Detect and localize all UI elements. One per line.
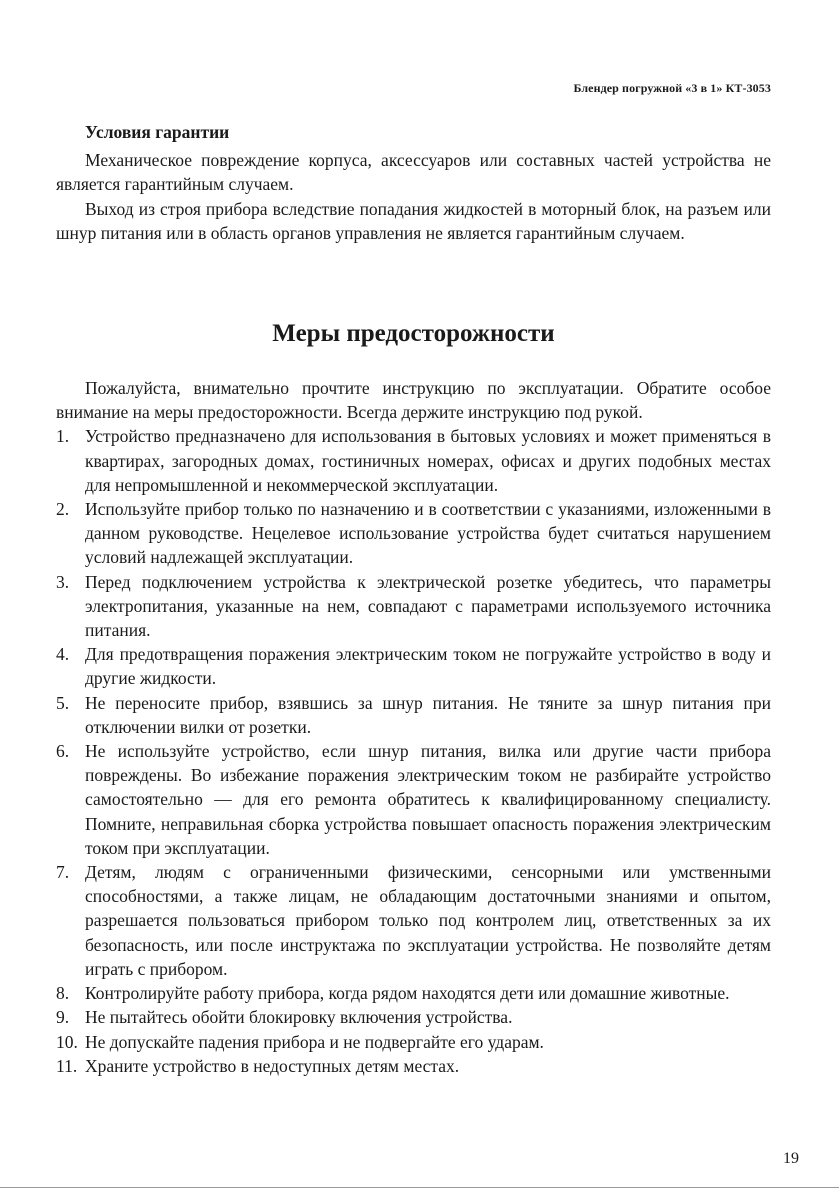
precautions-intro: Пожалуйста, внимательно прочтите инструкцию по эксплуатации. Обратите особое внимание на меры предосторожности. Всегда держите инструкцию под рукой. [56, 378, 771, 423]
list-item [56, 691, 771, 739]
page-number: 19 [783, 1150, 799, 1167]
list-item-text: Устройство предназначено для использования в бытовых условиях и может применяться в квартирах, загородных домах, гостиничных номерах, офисах и других подобных местах для непромышленной и некоммерческой эксплуатации. [85, 426, 771, 495]
precautions-list [56, 424, 771, 1077]
list-item-number: 9. [56, 1007, 70, 1028]
list-item-text: Не переносите прибор, взявшись за шнур питания. Не тяните за шнур питания при отключении вилки от розетки. [85, 692, 771, 737]
list-item [56, 1054, 771, 1078]
list-item-number: 10. [56, 1031, 78, 1052]
page-content [56, 120, 771, 1078]
list-item [56, 739, 771, 860]
list-item-number: 7. [56, 862, 70, 883]
list-item-text: Используйте прибор только по назначению и в соответствии с указаниями, изложенными в данном руководстве. Нецелевое использование устройства будет считаться нарушением условий надлежащей эксплуатации. [85, 499, 771, 568]
precautions-heading: Меры предосторожности [272, 320, 555, 348]
list-item [56, 981, 771, 1005]
list-item-text: Не пытайтесь обойти блокировку включения устройства. [85, 1007, 513, 1028]
warranty-paragraph: Выход из строя прибора вследствие попадания жидкостей в моторный блок, на разъем или шнур питания или в область органов управления не является гарантийным случаем. [56, 198, 771, 243]
list-item [56, 497, 771, 570]
warranty-heading: Условия гарантии [85, 122, 230, 142]
list-item-number: 2. [56, 499, 70, 520]
list-item [56, 570, 771, 643]
bottom-divider [0, 1187, 839, 1188]
list-item-number: 3. [56, 571, 70, 592]
list-item [56, 424, 771, 497]
list-item [56, 860, 771, 981]
list-item-text: Перед подключением устройства к электрической розетке убедитесь, что параметры электропитания, указанные на нем, совпадают с параметрами используемого источника питания. [85, 571, 771, 641]
list-item [56, 1030, 771, 1054]
list-item-number: 5. [56, 692, 70, 713]
list-item [56, 1005, 771, 1029]
list-item-number: 11. [56, 1055, 78, 1076]
list-item-text: Не допускайте падения прибора и не подвергайте его ударам. [85, 1031, 544, 1052]
list-item-number: 4. [56, 644, 70, 665]
list-item-text: Контролируйте работу прибора, когда рядом находятся дети или домашние животные. [85, 983, 730, 1004]
list-item-text: Для предотвращения поражения электрическим током не погружайте устройство в воду и другие жидкости. [85, 644, 771, 689]
list-item-text: Детям, людям с ограниченными физическими, сенсорными или умственными способностями, а также лицам, не обладающим достаточными знаниями и опытом, разрешается пользоваться прибором только под контролем лиц, ответственных за их безопасность, или после инструктажа по эксплуатации устройства. Не позволяйте детям играть с прибором. [85, 862, 771, 979]
list-item [56, 642, 771, 690]
list-item-number: 8. [56, 983, 70, 1004]
list-item-text: Храните устройство в недоступных детям местах. [85, 1055, 460, 1076]
running-header: Блендер погружной «3 в 1» КТ-3053 [573, 81, 771, 95]
list-item-number: 6. [56, 741, 70, 762]
list-item-number: 1. [56, 426, 70, 447]
warranty-paragraph: Механическое повреждение корпуса, аксессуаров или составных частей устройства не является гарантийным случаем. [56, 150, 771, 195]
list-item-text: Не используйте устройство, если шнур питания, вилка или другие части прибора повреждены. Во избежание поражения электрическим током не разбирайте устройство самостоятельно — для его ремонта обратитесь к квалифицированному специалисту. Помните, неправильная сборка устройства повышает опасность поражения электрическим током при эксплуатации. [85, 741, 771, 858]
